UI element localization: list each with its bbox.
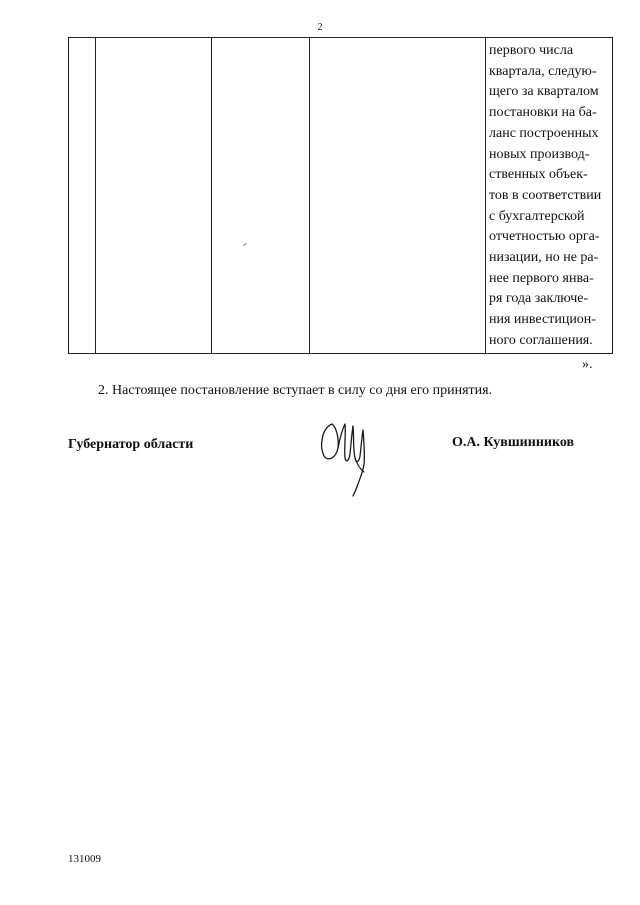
cell-text-line: щего за кварталом [489,84,599,100]
cell-text-line: ственных объек- [489,167,588,183]
cell-text-line: низации, но не ра- [489,250,599,266]
cell-text-line: первого числа [489,43,574,58]
cell-text-line: новых производ- [489,146,590,162]
cell-text-line: ния инвестицион- [489,312,596,328]
cell-text-line: квартала, следую- [489,63,597,79]
footer-code: 131009 [68,853,101,865]
cell-text-line: отчетностью орга- [489,229,600,245]
clause-2: 2. Настоящее постановление вступает в силу со дня его принятия. [98,383,493,398]
table-cell-1 [69,38,96,354]
cell-text-line: с бухгалтерской [489,208,585,224]
handwritten-signature [318,418,378,498]
cell-text [486,38,612,352]
cell-text-line: тов в соответствии [489,187,602,203]
cell-text-line: нее первого янва- [489,270,594,286]
table-cell-2 [96,38,212,354]
cell-text-line: ланс построенных [489,125,599,141]
table-cell-3 [212,38,310,354]
cell-text-line: постановки на ба- [489,105,597,121]
signer-name: О.А. Кувшинников [452,435,575,450]
table-row [69,38,613,354]
page-number: 2 [317,22,323,33]
table-cell-4 [310,38,486,354]
cell-text-line: ря года заключе- [489,291,589,307]
table-cell-5 [486,38,613,354]
closing-quote: ». [582,357,593,372]
cell-text-line: ного соглашения. [489,332,593,348]
signer-position: Губернатор области [68,437,194,452]
continuation-table [68,37,613,354]
